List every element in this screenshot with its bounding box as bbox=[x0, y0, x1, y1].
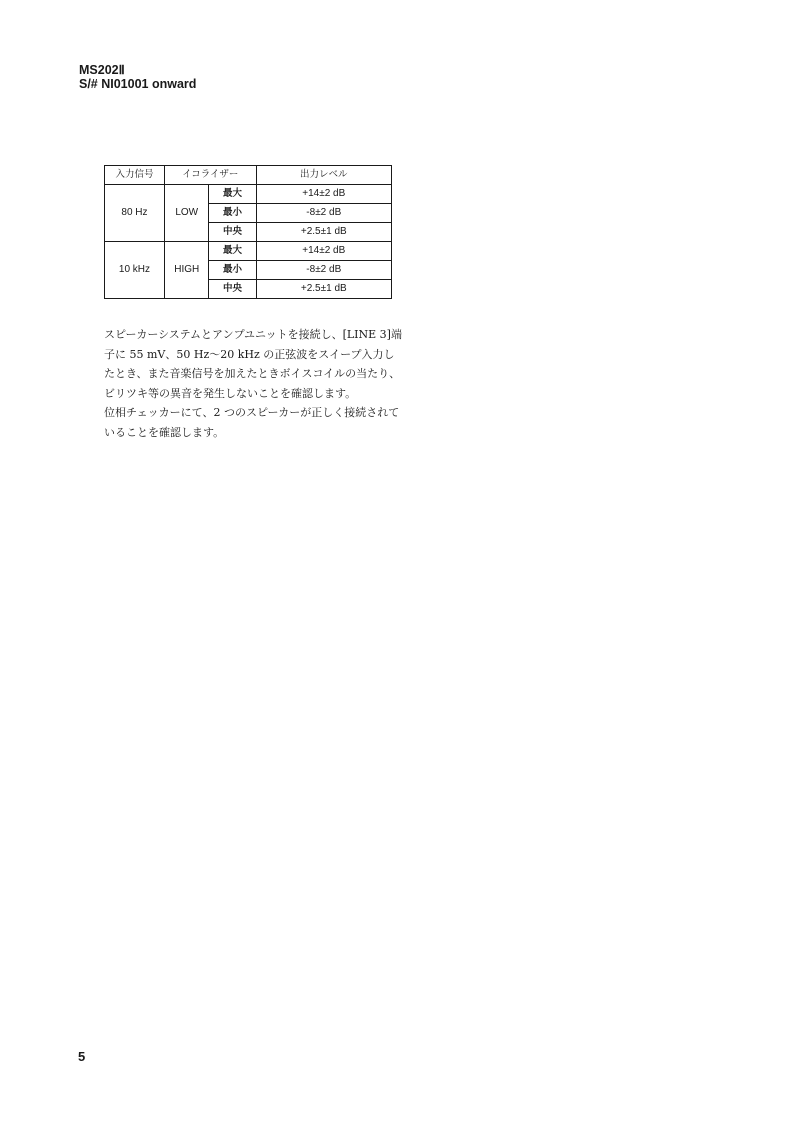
knob-position-cell: 最大 bbox=[209, 185, 256, 204]
input-signal-cell: 80 Hz bbox=[105, 185, 165, 242]
knob-position-cell: 中央 bbox=[209, 223, 256, 242]
model-name: MS202Ⅱ bbox=[79, 63, 125, 77]
knob-position-cell: 最小 bbox=[209, 261, 256, 280]
page-number: 5 bbox=[78, 1049, 86, 1064]
output-level-cell: +14±2 dB bbox=[256, 242, 391, 261]
procedure-paragraph: スピーカーシステムとアンプユニットを接続し、[LINE 3]端子に 55 mV、50 Hz〜20 kHz の正弦波をスイープ入力したとき、また音楽信号を加えたときボイスコイルの当たり、ビリツキ等の異音を発生しないことを確認します。 bbox=[104, 328, 402, 400]
output-level-cell: -8±2 dB bbox=[256, 204, 391, 223]
column-header-output-level: 出力レベル bbox=[256, 166, 391, 185]
knob-position-cell: 最小 bbox=[209, 204, 256, 223]
output-level-table bbox=[104, 165, 392, 299]
input-signal-cell: 10 kHz bbox=[105, 242, 165, 299]
knob-position-cell: 中央 bbox=[209, 280, 256, 299]
output-level-cell: +2.5±1 dB bbox=[256, 223, 391, 242]
table-row bbox=[105, 242, 392, 261]
table-header-row bbox=[105, 166, 392, 185]
document-header bbox=[79, 63, 196, 91]
procedure-paragraph: 位相チェッカーにて、2 つのスピーカーが正しく接続されていることを確認します。 bbox=[104, 406, 400, 439]
output-level-cell: +14±2 dB bbox=[256, 185, 391, 204]
knob-position-cell: 最大 bbox=[209, 242, 256, 261]
equalizer-cell: HIGH bbox=[164, 242, 209, 299]
output-level-cell: -8±2 dB bbox=[256, 261, 391, 280]
output-level-cell: +2.5±1 dB bbox=[256, 280, 391, 299]
table-row bbox=[105, 185, 392, 204]
equalizer-cell: LOW bbox=[164, 185, 209, 242]
column-header-input: 入力信号 bbox=[105, 166, 165, 185]
column-header-equalizer: イコライザー bbox=[164, 166, 256, 185]
procedure-text bbox=[104, 325, 404, 442]
serial-range: S/# NI01001 onward bbox=[79, 77, 197, 91]
